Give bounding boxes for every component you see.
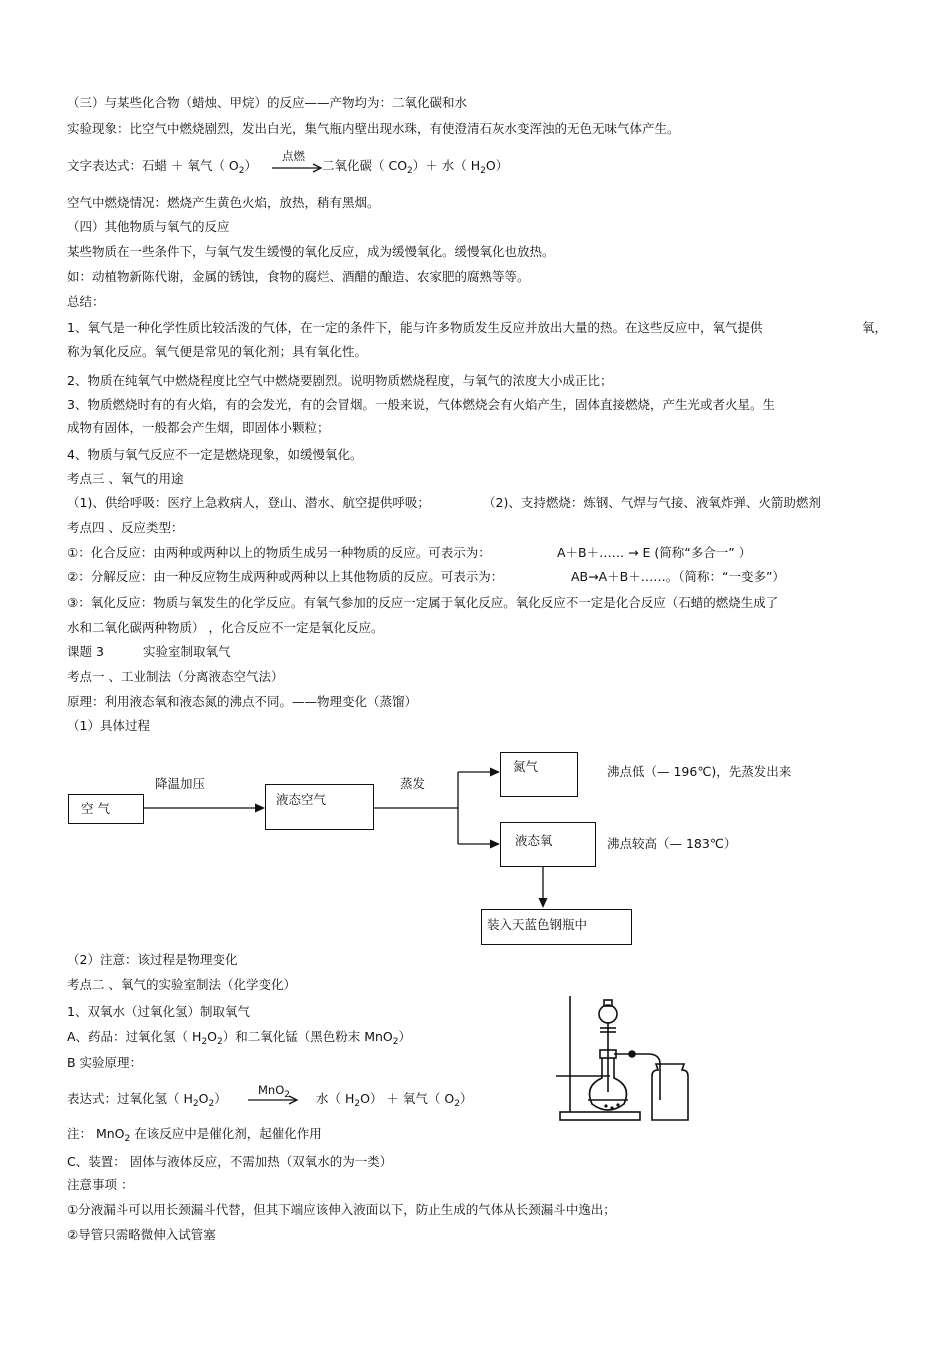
box-liquid-oxygen: 液态氧 [500,822,596,867]
section-title-reaction-types: 考点四 、反应类型： [67,520,184,535]
text-line: C、装置： 固体与液体反应，不需加热（双氧水的为一类） [67,1154,393,1169]
text-line: 某些物质在一些条件下，与氧气发生缓慢的氧化反应，成为缓慢氧化。缓慢氧化也放热。 [67,244,555,259]
text-line: （1）具体过程 [67,718,150,733]
text-line: ①：化合反应：由两种或两种以上的物质生成另一种物质的反应。可表示为： [67,545,491,560]
section-title-compound-reaction: （三）与某些化合物（蜡烛、甲烷）的反应——产物均为：二氧化碳和水 [67,95,468,110]
note-catalyst: 注： MnO$_2$ 在该反应中是催化剂，起催化作用 [67,1126,322,1144]
text-line: 氧， [862,320,888,335]
text-line: （2）注意：该过程是物理变化 [67,952,238,967]
text-line: （1)、供给呼吸：医疗上急救病人，登山、潜水、航空提供呼吸； [67,495,430,510]
reaction-condition-catalyst: MnO$_2$ [258,1083,290,1100]
text-line: 原理：利用液态氧和液态氮的沸点不同。——物理变化（蒸馏） [67,694,418,709]
apparatus-illustration [548,992,698,1124]
text-line: 4、物质与氧气反应不一定是燃烧现象，如缓慢氧化。 [67,447,363,462]
summary-heading: 总结： [67,294,105,309]
text-line: 1、双氧水（过氧化氢）制取氧气 [67,1004,250,1019]
text-line: 水和二氧化碳两种物质） ，化合反应不一定是氧化反应。 [67,620,384,635]
box-cylinder: 装入天蓝色钢瓶中 [481,909,632,945]
section-title-industrial: 考点一 、工业制法（分离液态空气法） [67,669,284,684]
reaction-arrow [246,1094,302,1106]
equation-paraffin: 文字表达式：石蜡 ＋ 氧气（ $O_2$） [67,158,258,176]
reaction-condition-ignite: 点燃 [282,149,305,163]
section-title-uses: 考点三 、氧气的用途 [67,471,184,486]
lesson-number: 课题 3 [67,644,104,659]
text-line: 实验现象：比空气中燃烧剧烈，发出白光，集气瓶内壁出现水珠，有使澄清石灰水变浑浊的无色无味气体产生。 [67,121,680,136]
text-line: ①分液漏斗可以用长颈漏斗代替，但其下端应该伸入液面以下，防止生成的气体从长颈漏斗中逸出； [67,1202,616,1217]
reagents-line: A、药品：过氧化氢（ $H_2O_2$）和二氧化锰（黑色粉末 MnO$_2$） [67,1029,412,1047]
text-line: 3、物质燃烧时有的有火焰，有的会发光，有的会冒烟。一般来说，气体燃烧会有火焰产生，固体直接燃烧，产生光或者火星。生 [67,397,775,412]
equation-products: 二氧化碳（ $CO_2)+$ 水（ $H_2O$） [322,158,509,176]
note-oxygen-boiling: 沸点较高（— 183℃） [607,836,737,851]
text-line: B 实验原理： [67,1055,143,1070]
label-cool-press: 降温加压 [155,776,206,791]
text-line: 空气中燃烧情况：燃烧产生黄色火焰，放热，稍有黑烟。 [67,195,380,210]
text-line: 如：动植物新陈代谢，金属的锈蚀，食物的腐烂、酒醋的酿造、农家肥的腐熟等等。 [67,269,530,284]
equation-products: 水（ $H_2O$） ＋ 氧气（ $O_2$） [316,1091,473,1109]
box-nitrogen: 氮气 [500,752,578,797]
formula-combination: A＋B＋…… → E (简称“多合一” ） [557,545,752,560]
note-nitrogen-boiling: 沸点低（— 196℃)，先蒸发出来 [607,764,792,779]
formula-decomposition: AB→A＋B＋……。（简称：“一变多”） [571,569,785,584]
text-line: 1、氧气是一种化学性质比较活泼的气体，在一定的条件下，能与许多物质发生反应并放出大量的热。在这些反应中，氧气提供 [67,320,763,335]
section-title-lab: 考点二 、氧气的实验室制法（化学变化） [67,977,296,992]
lesson-title: 实验室制取氧气 [143,644,231,659]
label-evaporate: 蒸发 [400,776,426,791]
text-line: ②：分解反应：由一种反应物生成两种或两种以上其他物质的反应。可表示为： [67,569,504,584]
section-title-other: （四）其他物质与氧气的反应 [67,219,230,234]
text-line: ③：氧化反应：物质与氧发生的化学反应。有氧气参加的反应一定属于氧化反应。氧化反应不一定是化合反应（石蜡的燃烧生成了 [67,595,779,610]
equation-h2o2: 表达式：过氧化氢（ $H_2O_2$） [67,1091,227,1109]
text-line: 成物有固体，一般都会产生烟，即固体小颗粒； [67,420,330,435]
text-line: （2)、支持燃烧：炼钢、气焊与气接、液氧炸弹、火箭助燃剂 [483,495,821,510]
notes-heading: 注意事项 ： [67,1177,134,1192]
text-line: 2、物质在纯氧气中燃烧程度比空气中燃烧要剧烈。说明物质燃烧程度，与氧气的浓度大小成正比； [67,373,613,388]
text-line: ②导管只需略微伸入试管塞 [67,1227,216,1242]
box-liquid-air: 液态空气 [265,784,374,830]
text-line: 称为氧化反应。氧气便是常见的氧化剂；具有氧化性。 [67,344,368,359]
box-air: 空 气 [68,794,144,824]
